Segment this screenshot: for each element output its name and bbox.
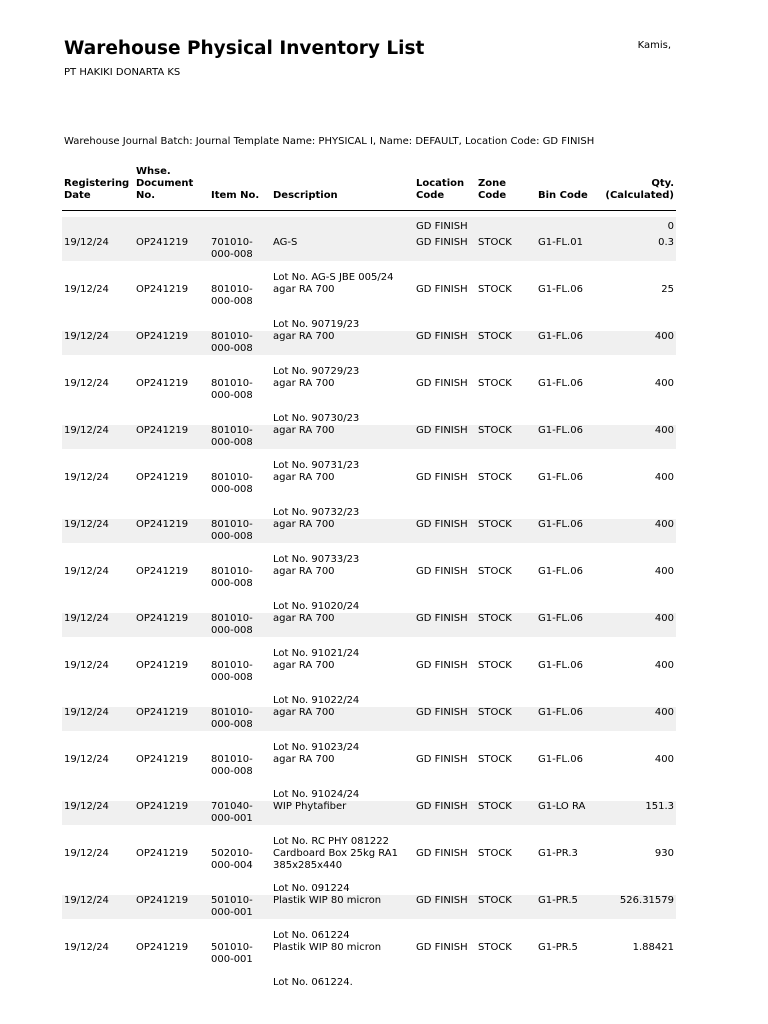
bin-cell: G1-FL.06 <box>536 707 598 731</box>
table-row <box>62 660 676 684</box>
registering-date-cell: 19/12/24 <box>62 613 134 637</box>
qty-cell: 400 <box>654 660 674 671</box>
lot-row <box>62 825 676 848</box>
col-item-no: Item No. <box>209 166 271 211</box>
bin-cell: G1-FL.06 <box>538 660 583 671</box>
bin-cell: G1-LO RA <box>536 801 598 825</box>
zone-cell: STOCK <box>478 754 512 765</box>
location-cell: GD FINISH <box>416 472 468 483</box>
table-row <box>62 237 676 261</box>
document-no-cell: OP241219 <box>136 472 189 483</box>
lot-row <box>62 543 676 566</box>
zone-cell: STOCK <box>478 378 512 389</box>
lot-row <box>62 449 676 472</box>
col-zone-code: Zone Code <box>476 166 536 211</box>
document-no-cell: OP241219 <box>136 848 189 859</box>
location-cell: GD FINISH <box>414 519 476 543</box>
qty-cell: 400 <box>598 331 676 355</box>
lot-number: Lot No. 90733/23 <box>273 553 360 565</box>
document-no-cell: OP241219 <box>136 378 189 389</box>
description-cell: agar RA 700 <box>273 284 335 295</box>
lot-number: Lot No. 061224. <box>273 976 353 988</box>
qty-cell: 1.88421 <box>632 942 674 953</box>
item-no-cell: 801010-000-008 <box>211 284 253 307</box>
table-row <box>62 519 676 543</box>
registering-date-cell: 19/12/24 <box>64 848 109 859</box>
location-cell: GD FINISH <box>416 754 468 765</box>
document-no-cell: OP241219 <box>134 707 209 731</box>
document-no-cell: OP241219 <box>134 519 209 543</box>
zone-cell: STOCK <box>476 801 536 825</box>
zone-cell: STOCK <box>476 425 536 449</box>
table-row <box>62 566 676 590</box>
item-no-cell: 801010-000-008 <box>209 519 271 543</box>
description-cell: Plastik WIP 80 micron <box>271 895 414 919</box>
lot-number: Lot No. AG-S JBE 005/24 <box>273 271 394 283</box>
qty-cell: 526.31579 <box>598 895 676 919</box>
registering-date-cell: 19/12/24 <box>64 378 109 389</box>
registering-date-cell: 19/12/24 <box>64 284 109 295</box>
zone-cell: STOCK <box>478 472 512 483</box>
location-cell: GD FINISH <box>416 942 468 953</box>
item-no-cell: 801010-000-008 <box>211 566 253 589</box>
zone-cell: STOCK <box>478 660 512 671</box>
registering-date-cell: 19/12/24 <box>62 519 134 543</box>
description-cell: agar RA 700 <box>271 613 414 637</box>
table-row <box>62 284 676 308</box>
qty-cell: 400 <box>654 472 674 483</box>
registering-date-cell: 19/12/24 <box>62 425 134 449</box>
table-header <box>62 166 676 211</box>
location-cell: GD FINISH <box>414 801 476 825</box>
col-qty-calculated: Qty. (Calculated) <box>598 166 676 211</box>
lot-number: Lot No. 91023/24 <box>273 741 360 753</box>
journal-batch-info: Warehouse Journal Batch: Journal Template Name: PHYSICAL I, Name: DEFAULT, Location Code: GD FINISH <box>64 136 595 147</box>
lot-number: Lot No. 90719/23 <box>273 318 360 330</box>
document-no-cell: OP241219 <box>134 237 209 261</box>
qty-cell: 930 <box>654 848 674 859</box>
bin-cell: G1-FL.01 <box>536 237 598 261</box>
item-no-cell: 801010-000-008 <box>209 331 271 355</box>
bin-cell: G1-FL.06 <box>538 754 583 765</box>
registering-date-cell: 19/12/24 <box>64 472 109 483</box>
lot-number: Lot No. RC PHY 081222 <box>273 835 390 847</box>
zone-cell: STOCK <box>476 237 536 261</box>
table-row <box>62 754 676 778</box>
qty-cell: 0.3 <box>598 237 676 261</box>
lot-row <box>62 355 676 378</box>
zone-cell: STOCK <box>476 519 536 543</box>
bin-cell: G1-PR.3 <box>538 848 578 859</box>
report-title: Warehouse Physical Inventory List <box>64 38 425 59</box>
table-row <box>62 425 676 449</box>
item-no-cell: 801010-000-008 <box>211 378 253 401</box>
lot-row <box>62 590 676 613</box>
qty-cell: 400 <box>654 754 674 765</box>
col-registering-date: Registering Date <box>62 166 134 211</box>
table-row <box>62 801 676 825</box>
qty-cell: 400 <box>598 519 676 543</box>
table-row <box>62 613 676 637</box>
document-no-cell: OP241219 <box>136 942 189 953</box>
qty-cell: 400 <box>598 425 676 449</box>
lot-number: Lot No. 91024/24 <box>273 788 360 800</box>
qty-cell: 400 <box>654 378 674 389</box>
zone-cell: STOCK <box>478 848 512 859</box>
bin-cell: G1-FL.06 <box>536 613 598 637</box>
table-row <box>62 472 676 496</box>
qty-cell: 25 <box>661 284 674 295</box>
lot-row <box>62 731 676 754</box>
lot-row <box>62 261 676 284</box>
registering-date-cell: 19/12/24 <box>62 707 134 731</box>
table-row <box>62 331 676 355</box>
bin-cell: G1-FL.06 <box>538 284 583 295</box>
lot-row <box>62 872 676 895</box>
lot-row <box>62 966 676 989</box>
item-no-cell: 801010-000-008 <box>211 754 253 777</box>
lot-row <box>62 496 676 519</box>
qty-cell: 400 <box>598 613 676 637</box>
item-no-cell: 701040-000-001 <box>209 801 271 825</box>
lot-number: Lot No. 061224 <box>273 929 350 941</box>
location-cell: GD FINISH <box>416 378 468 389</box>
document-no-cell: OP241219 <box>136 660 189 671</box>
item-no-cell: 801010-000-008 <box>209 707 271 731</box>
col-description: Description <box>271 166 414 211</box>
description-cell: agar RA 700 <box>271 519 414 543</box>
registering-date-cell: 19/12/24 <box>62 331 134 355</box>
zone-cell: STOCK <box>476 613 536 637</box>
bin-cell: G1-PR.5 <box>538 942 578 953</box>
document-no-cell: OP241219 <box>134 613 209 637</box>
location-cell: GD FINISH <box>416 566 468 577</box>
description-cell: agar RA 700 <box>271 425 414 449</box>
location-cell: GD FINISH <box>414 217 476 237</box>
item-no-cell: 501010-000-001 <box>209 895 271 919</box>
table-row <box>62 895 676 919</box>
document-no-cell: OP241219 <box>134 801 209 825</box>
table-row <box>62 942 676 966</box>
zone-cell: STOCK <box>478 942 512 953</box>
zone-cell: STOCK <box>476 895 536 919</box>
bin-cell: G1-FL.06 <box>536 331 598 355</box>
description-cell: agar RA 700 <box>271 707 414 731</box>
description-cell: Cardboard Box 25kg RA1 385x285x440 <box>273 848 399 871</box>
document-no-cell: OP241219 <box>136 284 189 295</box>
document-no-cell: OP241219 <box>134 331 209 355</box>
item-no-cell: 501010-000-001 <box>211 942 253 965</box>
description-cell: AG-S <box>271 237 414 261</box>
document-no-cell: OP241219 <box>134 425 209 449</box>
bin-cell: G1-FL.06 <box>538 378 583 389</box>
location-cell: GD FINISH <box>414 331 476 355</box>
location-cell: GD FINISH <box>414 895 476 919</box>
location-cell: GD FINISH <box>414 425 476 449</box>
lot-row <box>62 684 676 707</box>
lot-number: Lot No. 90731/23 <box>273 459 360 471</box>
location-cell: GD FINISH <box>414 707 476 731</box>
registering-date-cell: 19/12/24 <box>62 801 134 825</box>
registering-date-cell: 19/12/24 <box>64 942 109 953</box>
description-cell: agar RA 700 <box>273 472 335 483</box>
lot-number: Lot No. 091224 <box>273 882 350 894</box>
bin-cell: G1-FL.06 <box>536 519 598 543</box>
zone-cell: STOCK <box>476 707 536 731</box>
qty-cell: 151.3 <box>598 801 676 825</box>
description-cell: agar RA 700 <box>273 378 335 389</box>
lot-row <box>62 308 676 331</box>
description-cell: agar RA 700 <box>273 660 335 671</box>
zone-cell: STOCK <box>478 566 512 577</box>
location-cell: GD FINISH <box>416 284 468 295</box>
bin-cell: G1-FL.06 <box>536 425 598 449</box>
table-row <box>62 378 676 402</box>
item-no-cell: 801010-000-008 <box>211 472 253 495</box>
col-bin-code: Bin Code <box>536 166 598 211</box>
registering-date-cell: 19/12/24 <box>62 895 134 919</box>
description-cell: agar RA 700 <box>273 566 335 577</box>
document-no-cell: OP241219 <box>136 754 189 765</box>
item-no-cell: 801010-000-008 <box>211 660 253 683</box>
lot-number: Lot No. 90732/23 <box>273 506 360 518</box>
col-location-code: Location Code <box>414 166 476 211</box>
table-row <box>62 848 676 872</box>
lot-number: Lot No. 90729/23 <box>273 365 360 377</box>
table-row <box>62 217 676 237</box>
description-cell: agar RA 700 <box>271 331 414 355</box>
item-no-cell: 502010-000-004 <box>211 848 253 871</box>
item-no-cell: 801010-000-008 <box>209 613 271 637</box>
qty-cell: 0 <box>598 217 676 237</box>
bin-cell: G1-FL.06 <box>538 472 583 483</box>
inventory-table <box>62 166 676 989</box>
qty-cell: 400 <box>654 566 674 577</box>
registering-date-cell: 19/12/24 <box>64 566 109 577</box>
lot-row <box>62 402 676 425</box>
lot-row <box>62 637 676 660</box>
registering-date-cell: 19/12/24 <box>64 754 109 765</box>
location-cell: GD FINISH <box>414 237 476 261</box>
description-cell: agar RA 700 <box>273 754 335 765</box>
registering-date-cell: 19/12/24 <box>62 237 134 261</box>
document-no-cell: OP241219 <box>134 895 209 919</box>
lot-row <box>62 919 676 942</box>
report-date: Kamis, <box>637 40 671 51</box>
zone-cell: STOCK <box>476 331 536 355</box>
col-whse-document-no: Whse. Document No. <box>134 166 209 211</box>
lot-number: Lot No. 90730/23 <box>273 412 360 424</box>
zone-cell: STOCK <box>478 284 512 295</box>
company-name: PT HAKIKI DONARTA KS <box>64 67 181 78</box>
location-cell: GD FINISH <box>416 660 468 671</box>
description-cell: WIP Phytafiber <box>271 801 414 825</box>
location-cell: GD FINISH <box>416 848 468 859</box>
document-no-cell: OP241219 <box>136 566 189 577</box>
lot-number: Lot No. 91022/24 <box>273 694 360 706</box>
qty-cell: 400 <box>598 707 676 731</box>
location-cell: GD FINISH <box>414 613 476 637</box>
bin-cell: G1-PR.5 <box>536 895 598 919</box>
item-no-cell: 701010-000-008 <box>209 237 271 261</box>
lot-row <box>62 778 676 801</box>
registering-date-cell: 19/12/24 <box>64 660 109 671</box>
description-cell: Plastik WIP 80 micron <box>273 942 382 953</box>
bin-cell: G1-FL.06 <box>538 566 583 577</box>
lot-number: Lot No. 91020/24 <box>273 600 360 612</box>
lot-number: Lot No. 91021/24 <box>273 647 360 659</box>
table-row <box>62 707 676 731</box>
item-no-cell: 801010-000-008 <box>209 425 271 449</box>
